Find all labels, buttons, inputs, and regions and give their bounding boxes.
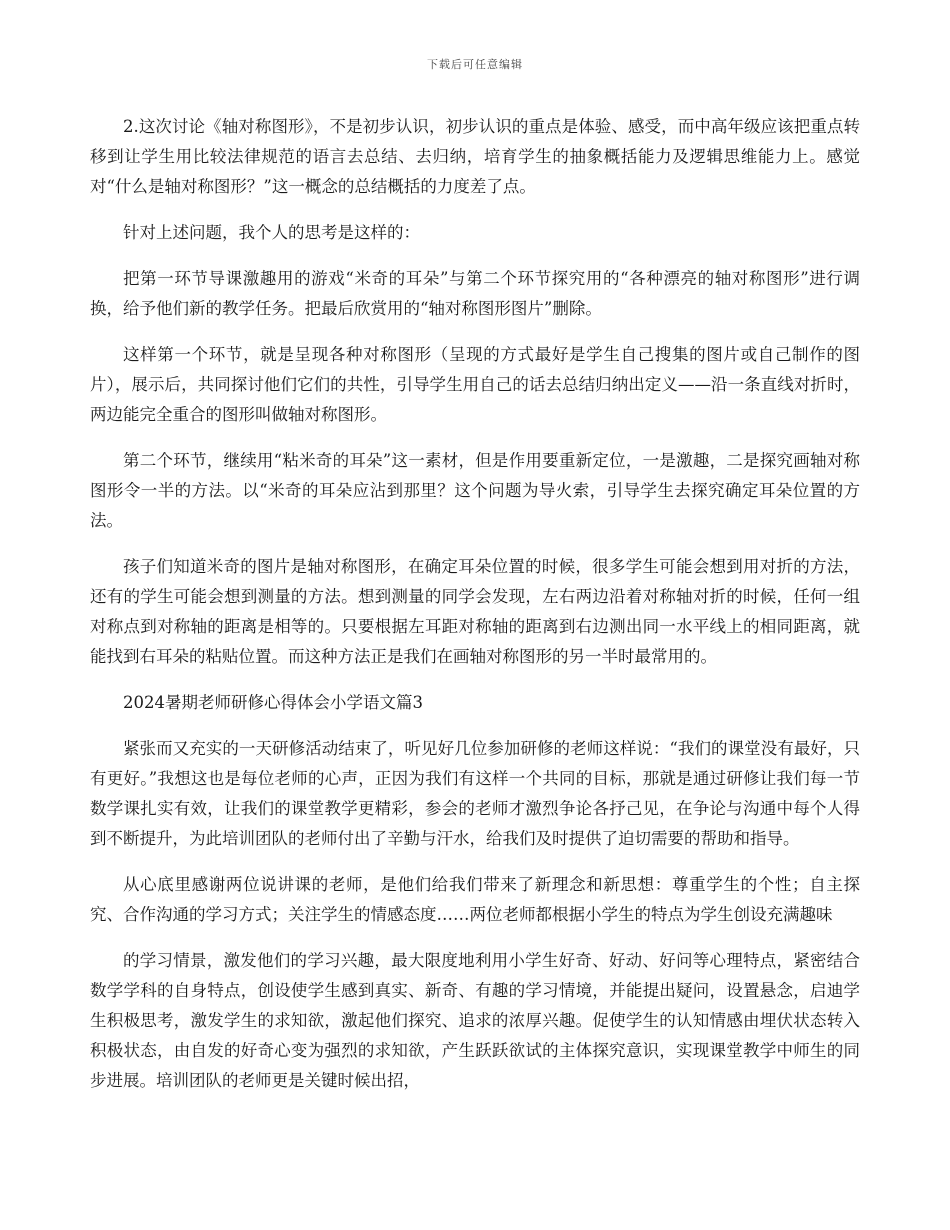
paragraph-2: 针对上述问题，我个人的思考是这样的： (123, 223, 420, 242)
paragraph-6: 孩子们知道米奇的图片是轴对称图形，在确定耳朵位置的时候，很多学生可能会想到用对折的方法，还有的学生可能会想到测量的方法。想到测量的同学会发现，左右两边沿着对称轴对折的时候，任何一组对称点到对称轴的距离是相等的。只要根据左耳距对称轴的距离到右边测出同一水平线上的相同距离，就能找到右耳朵的粘贴位置。而这种方法正是我们在画轴对称图形的另一半时最常用的。 (90, 557, 860, 666)
section-heading: 2024暑期老师研修心得体会小学语文篇3 (123, 693, 423, 712)
paragraph-5: 第二个环节，继续用“粘米奇的耳朵”这一素材，但是作用要重新定位，一是激趣，二是探究画轴对称图形令一半的方法。以“米奇的耳朵应沾到那里？这个问题为导火索，引导学生去探究确定耳朵位置的方法。 (90, 451, 860, 530)
paragraph-3: 把第一环节导课激趣用的游戏“米奇的耳朵”与第二个环节探究用的“各种漂亮的轴对称图形”进行调换，给予他们新的教学任务。把最后欣赏用的“轴对称图形图片”删除。 (90, 269, 860, 318)
paragraph-1: 2.这次讨论《轴对称图形》，不是初步认识，初步认识的重点是体验、感受，而中高年级应该把重点转移到让学生用比较法律规范的语言去总结、去归纳，培育学生的抽象概括能力及逻辑思维能力上。感觉对“什么是轴对称图形？”这一概念的总结概括的力度差了点。 (90, 117, 860, 196)
paragraph-9: 的学习情景，激发他们的学习兴趣，最大限度地利用小学生好奇、好动、好问等心理特点，紧密结合数学学科的自身特点，创设使学生感到真实、新奇、有趣的学习情境，并能提出疑问，设置悬念，启迪学生积极思考，激发学生的求知欲，激起他们探究、追求的浓厚兴趣。促使学生的认知情感由埋伏状态转入积极状态，由自发的好奇心变为强烈的求知欲，产生跃跃欲试的主体探究意识，实现课堂教学中师生的同步进展。培训团队的老师更是关键时候出招， (90, 951, 860, 1090)
paragraph-8: 从心底里感谢两位说讲课的老师，是他们给我们带来了新理念和新思想：尊重学生的个性；自主探究、合作沟通的学习方式；关注学生的情感态度……两位老师都根据小学生的特点为学生创设充满趣味 (90, 875, 860, 924)
paragraph-4: 这样第一个环节，就是呈现各种对称图形（呈现的方式最好是学生自己搜集的图片或自己制作的图片），展示后，共同探讨他们它们的共性，引导学生用自己的话去总结归纳出定义——沿一条直线对折时，两边能完全重合的图形叫做轴对称图形。 (90, 345, 860, 424)
page-header: 下载后可任意编辑 (427, 58, 523, 71)
document-body (90, 112, 860, 1112)
paragraph-7: 紧张而又充实的一天研修活动结束了，听见好几位参加研修的老师这样说：“我们的课堂没有最好，只有更好。”我想这也是每位老师的心声，正因为我们有这样一个共同的目标，那就是通过研修让我们每一节数学课扎实有效，让我们的课堂教学更精彩，参会的老师才激烈争论各抒己见，在争论与沟通中每个人得到不断提升，为此培训团队的老师付出了辛勤与汗水，给我们及时提供了迫切需要的帮助和指导。 (90, 739, 860, 848)
